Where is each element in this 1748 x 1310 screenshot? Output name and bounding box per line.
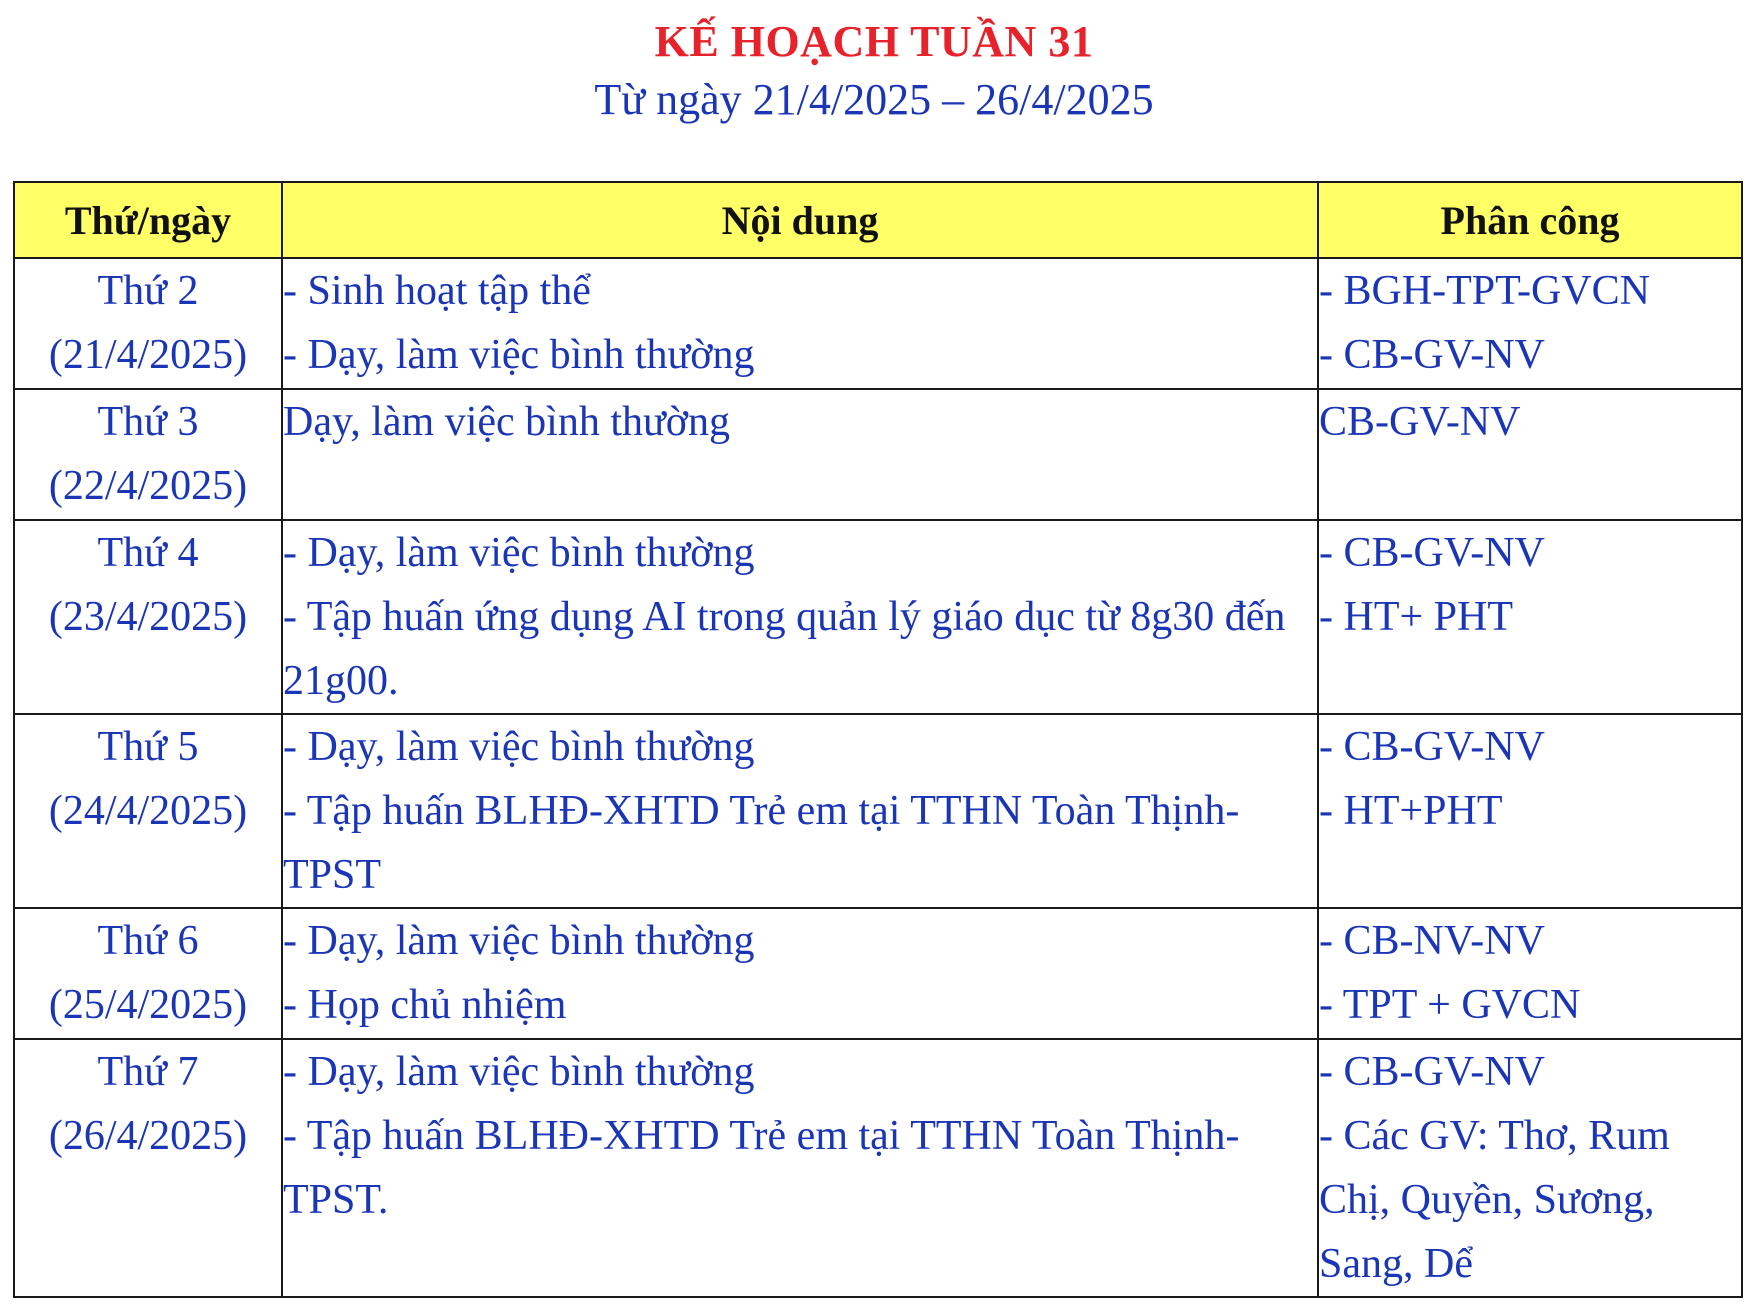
assignment-line: CB-GV-NV — [1319, 399, 1521, 445]
assignment-line: - CB-GV-NV — [1319, 332, 1545, 378]
weekly-plan-table — [13, 181, 1743, 1298]
content-cell — [282, 908, 1318, 1039]
table-row — [14, 389, 1742, 520]
content-line: - Dạy, làm việc bình thường — [283, 724, 755, 770]
day-date: (24/4/2025) — [48, 788, 248, 834]
content-cell — [282, 714, 1318, 908]
table-row — [14, 258, 1742, 389]
content-line: - Dạy, làm việc bình thường — [283, 332, 755, 378]
assignment-cell — [1318, 714, 1742, 908]
content-line: - Tập huấn BLHĐ-XHTD Trẻ em tại TTHN Toàn Thịnh-TPST. — [283, 1113, 1240, 1223]
content-cell — [282, 1039, 1318, 1297]
content-cell — [282, 520, 1318, 714]
assignment-cell — [1318, 389, 1742, 520]
day-name: Thứ 4 — [97, 530, 199, 576]
day-name: Thứ 7 — [97, 1049, 199, 1095]
table-row — [14, 714, 1742, 908]
content-line: - Dạy, làm việc bình thường — [283, 1049, 755, 1095]
content-line: Dạy, làm việc bình thường — [283, 399, 730, 445]
assignment-cell — [1318, 908, 1742, 1039]
content-line: - Tập huấn ứng dụng AI trong quản lý giáo dục từ 8g30 đến 21g00. — [283, 594, 1286, 704]
page-title: KẾ HOẠCH TUẦN 31 — [654, 17, 1094, 66]
day-name: Thứ 6 — [97, 918, 199, 964]
day-date: (23/4/2025) — [48, 594, 248, 640]
column-header-content: Nội dung — [282, 182, 1318, 258]
assignment-cell — [1318, 520, 1742, 714]
column-header-assignment: Phân công — [1318, 182, 1742, 258]
day-cell — [14, 389, 282, 520]
assignment-line: - CB-NV-NV — [1319, 918, 1545, 964]
content-line: - Dạy, làm việc bình thường — [283, 530, 755, 576]
assignment-cell — [1318, 258, 1742, 389]
content-cell — [282, 258, 1318, 389]
day-date: (21/4/2025) — [48, 332, 248, 378]
day-name: Thứ 5 — [97, 724, 199, 770]
assignment-line: - HT+PHT — [1319, 788, 1503, 834]
content-line: - Họp chủ nhiệm — [283, 982, 567, 1028]
assignment-line: - BGH-TPT-GVCN — [1319, 268, 1650, 314]
assignment-cell — [1318, 1039, 1742, 1297]
assignment-line: - HT+ PHT — [1319, 594, 1514, 640]
day-cell — [14, 908, 282, 1039]
column-header-day: Thứ/ngày — [14, 182, 282, 258]
day-cell — [14, 258, 282, 389]
day-date: (25/4/2025) — [48, 982, 248, 1028]
day-name: Thứ 3 — [97, 399, 199, 445]
table-row — [14, 520, 1742, 714]
date-range-subtitle: Từ ngày 21/4/2025 – 26/4/2025 — [594, 75, 1154, 124]
table-row — [14, 908, 1742, 1039]
assignment-line: - TPT + GVCN — [1319, 982, 1581, 1028]
content-cell — [282, 389, 1318, 520]
assignment-line: - CB-GV-NV — [1319, 724, 1545, 770]
assignment-line: - Các GV: Thơ, Rum Chị, Quyền, Sương, Sang, Dể — [1319, 1113, 1670, 1287]
day-date: (22/4/2025) — [48, 463, 248, 509]
day-cell — [14, 714, 282, 908]
day-name: Thứ 2 — [97, 268, 199, 314]
assignment-line: - CB-GV-NV — [1319, 530, 1545, 576]
assignment-line: - CB-GV-NV — [1319, 1049, 1545, 1095]
table-row — [14, 1039, 1742, 1297]
table-header-row — [14, 182, 1742, 258]
content-line: - Tập huấn BLHĐ-XHTD Trẻ em tại TTHN Toàn Thịnh-TPST — [283, 788, 1240, 898]
day-date: (26/4/2025) — [48, 1113, 248, 1159]
day-cell — [14, 1039, 282, 1297]
content-line: - Dạy, làm việc bình thường — [283, 918, 755, 964]
content-line: - Sinh hoạt tập thể — [283, 268, 591, 314]
day-cell — [14, 520, 282, 714]
